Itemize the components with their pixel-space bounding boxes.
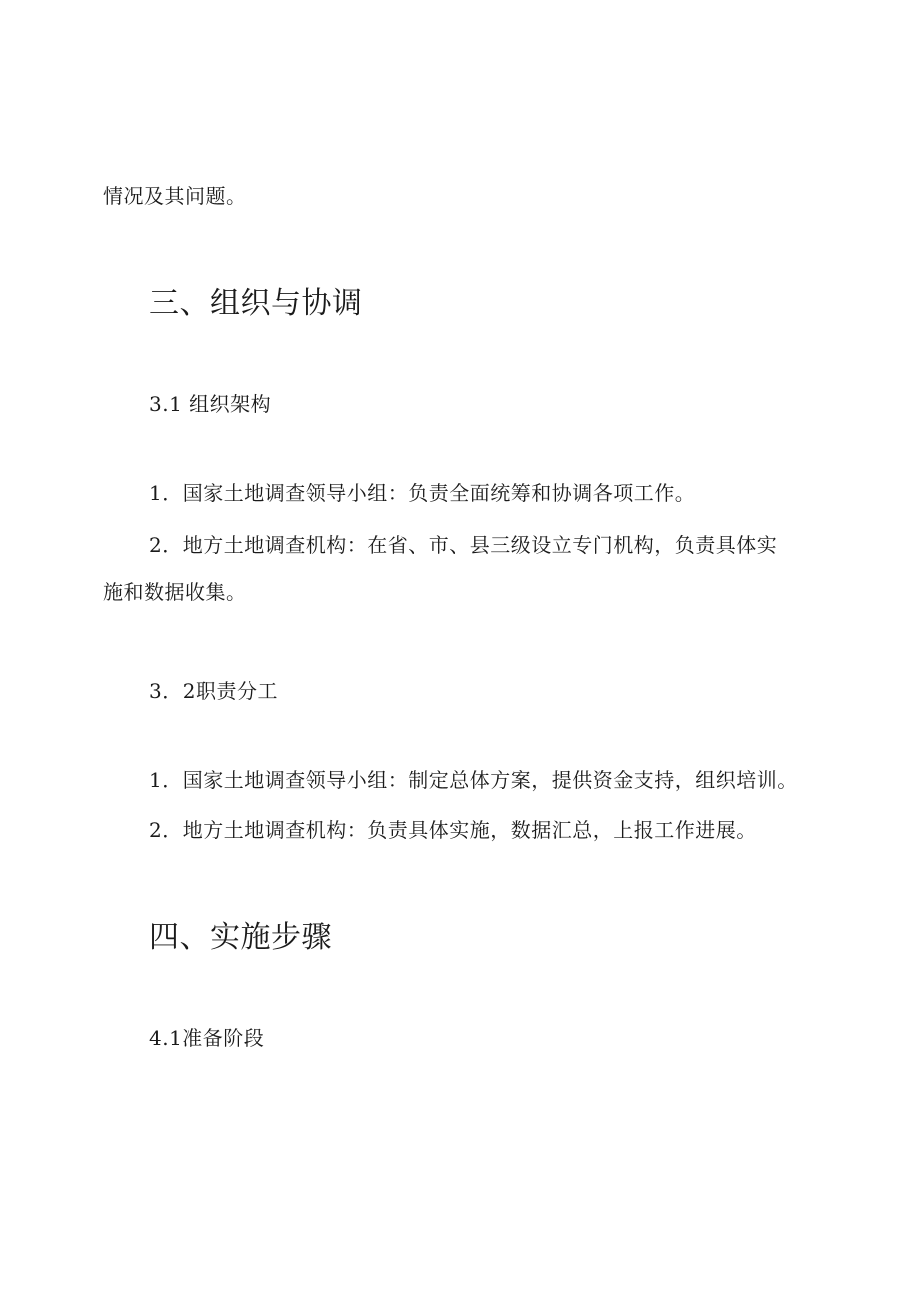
subsection-3-1-item-2-line-2: 施和数据收集。 (103, 580, 247, 604)
subsection-3-1-title: 3.1 组织架构 (149, 392, 272, 416)
subsection-3-1-item-1: 1．国家土地调查领导小组：负责全面统筹和协调各项工作。 (149, 481, 696, 505)
section-3-heading: 三、组织与协调 (149, 286, 363, 321)
subsection-4-1-title: 4.1准备阶段 (149, 1026, 265, 1050)
subsection-3-2-title: 3．2职责分工 (149, 679, 278, 703)
subsection-3-1-item-2-line-1: 2．地方土地调查机构：在省、市、县三级设立专门机构，负责具体实 (149, 533, 778, 557)
continuation-paragraph: 情况及其问题。 (103, 184, 247, 208)
subsection-3-2-item-2: 2．地方土地调查机构：负责具体实施，数据汇总，上报工作进展。 (149, 818, 757, 842)
section-4-heading: 四、实施步骤 (149, 920, 332, 955)
subsection-3-2-item-1: 1．国家土地调查领导小组：制定总体方案，提供资金支持，组织培训。 (149, 768, 798, 792)
